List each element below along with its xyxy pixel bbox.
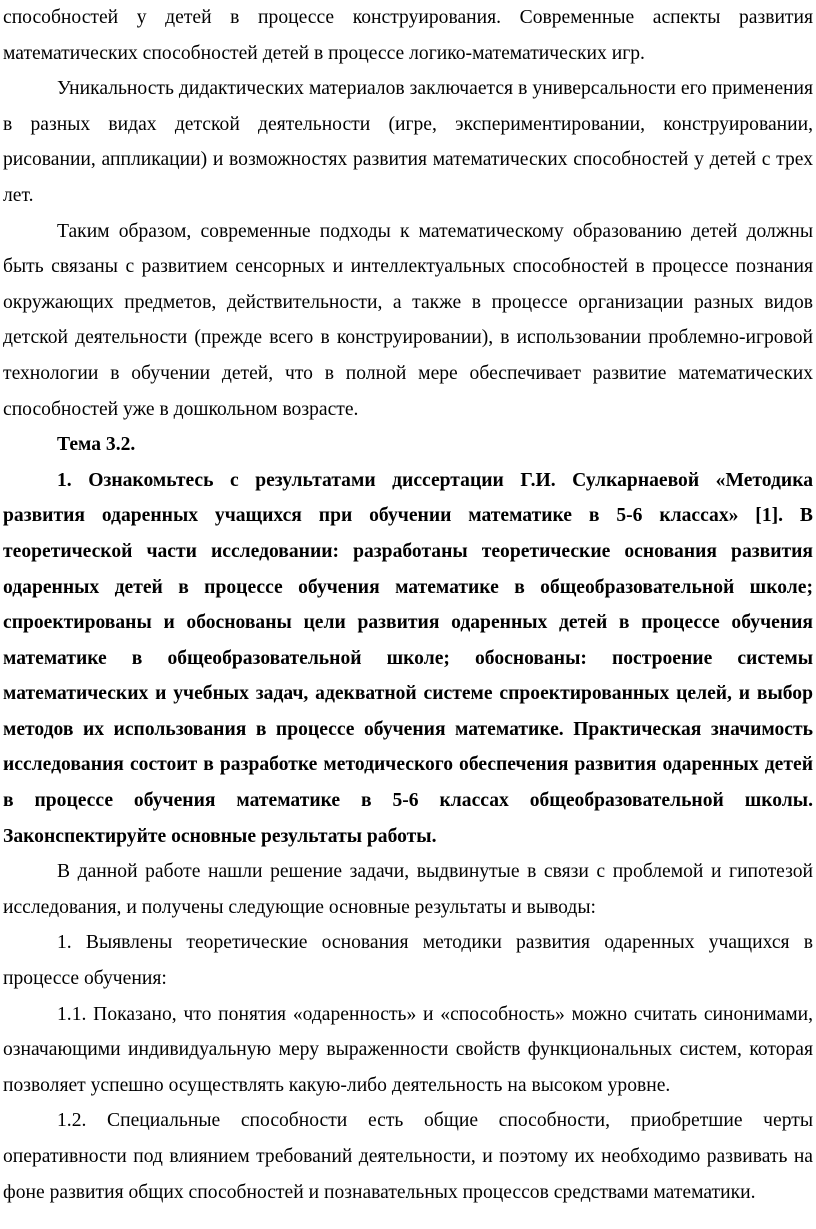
topic-heading: Тема 3.2.	[57, 434, 136, 456]
paragraph-results-intro: В данной работе нашли решение задачи, выдвинутые в связи с проблемой и гипотезой исследования, и получены следующие основные результаты и выводы:	[3, 861, 813, 918]
paragraph-continuation: способностей у детей в процессе конструирования. Современные аспекты развития математических способностей детей в процессе логико-математических игр.	[3, 7, 813, 64]
paragraph-didactic-materials: Уникальность дидактических материалов заключается в универсальности его применения в разных видах детской деятельности (игре, экспериментировании, конструировании, рисовании, аппликации) и возможностях развития математических способностей у детей с трех лет.	[3, 78, 813, 206]
paragraph-conclusion: Таким образом, современные подходы к математическому образованию детей должны быть связаны с развитием сенсорных и интеллектуальных способностей в процессе познания окружающих предметов, действительности, а также в процессе организации разных видов детской деятельности (прежде всего в конструировании), в использовании проблемно-игровой технологии в обучении детей, что в полной мере обеспечивает развитие математических способностей уже в дошкольном возрасте.	[3, 220, 813, 420]
assignment-paragraph: 1. Ознакомьтесь с результатами диссертации Г.И. Сулкарнаевой «Методика развития одаренных учащихся при обучении математике в 5-6 классах» [1]. В теоретической части исследовании: разработаны теоретические основания развития одаренных детей в процессе обучения математике в общеобразовательной школе; спроектированы и обоснованы цели развития одаренных детей в процессе обучения математике в общеобразовательной школе; обоснованы: построение системы математических и учебных задач, адекватной системе спроектированных целей, и выбор методов их использования в процессе обучения математике. Практическая значимость исследования состоит в разработке методического обеспечения развития одаренных детей в процессе обучения математике в 5-6 классах общеобразовательной школы. Законспектируйте основные результаты работы.	[3, 469, 813, 847]
result-item-1-1: 1.1. Показано, что понятия «одаренность» и «способность» можно считать синонимами, означающими индивидуальную меру выраженности свойств функциональных систем, которая позволяет успешно осуществлять какую-либо деятельность на высоком уровне.	[3, 1003, 813, 1096]
result-item-1-2: 1.2. Специальные способности есть общие способности, приобретшие черты оперативности под влиянием требований деятельности, и поэтому их необходимо развивать на фоне развития общих способностей и познавательных процессов средствами математики.	[3, 1110, 813, 1203]
result-item-1: 1. Выявлены теоретические основания методики развития одаренных учащихся в процессе обучения:	[3, 932, 813, 990]
